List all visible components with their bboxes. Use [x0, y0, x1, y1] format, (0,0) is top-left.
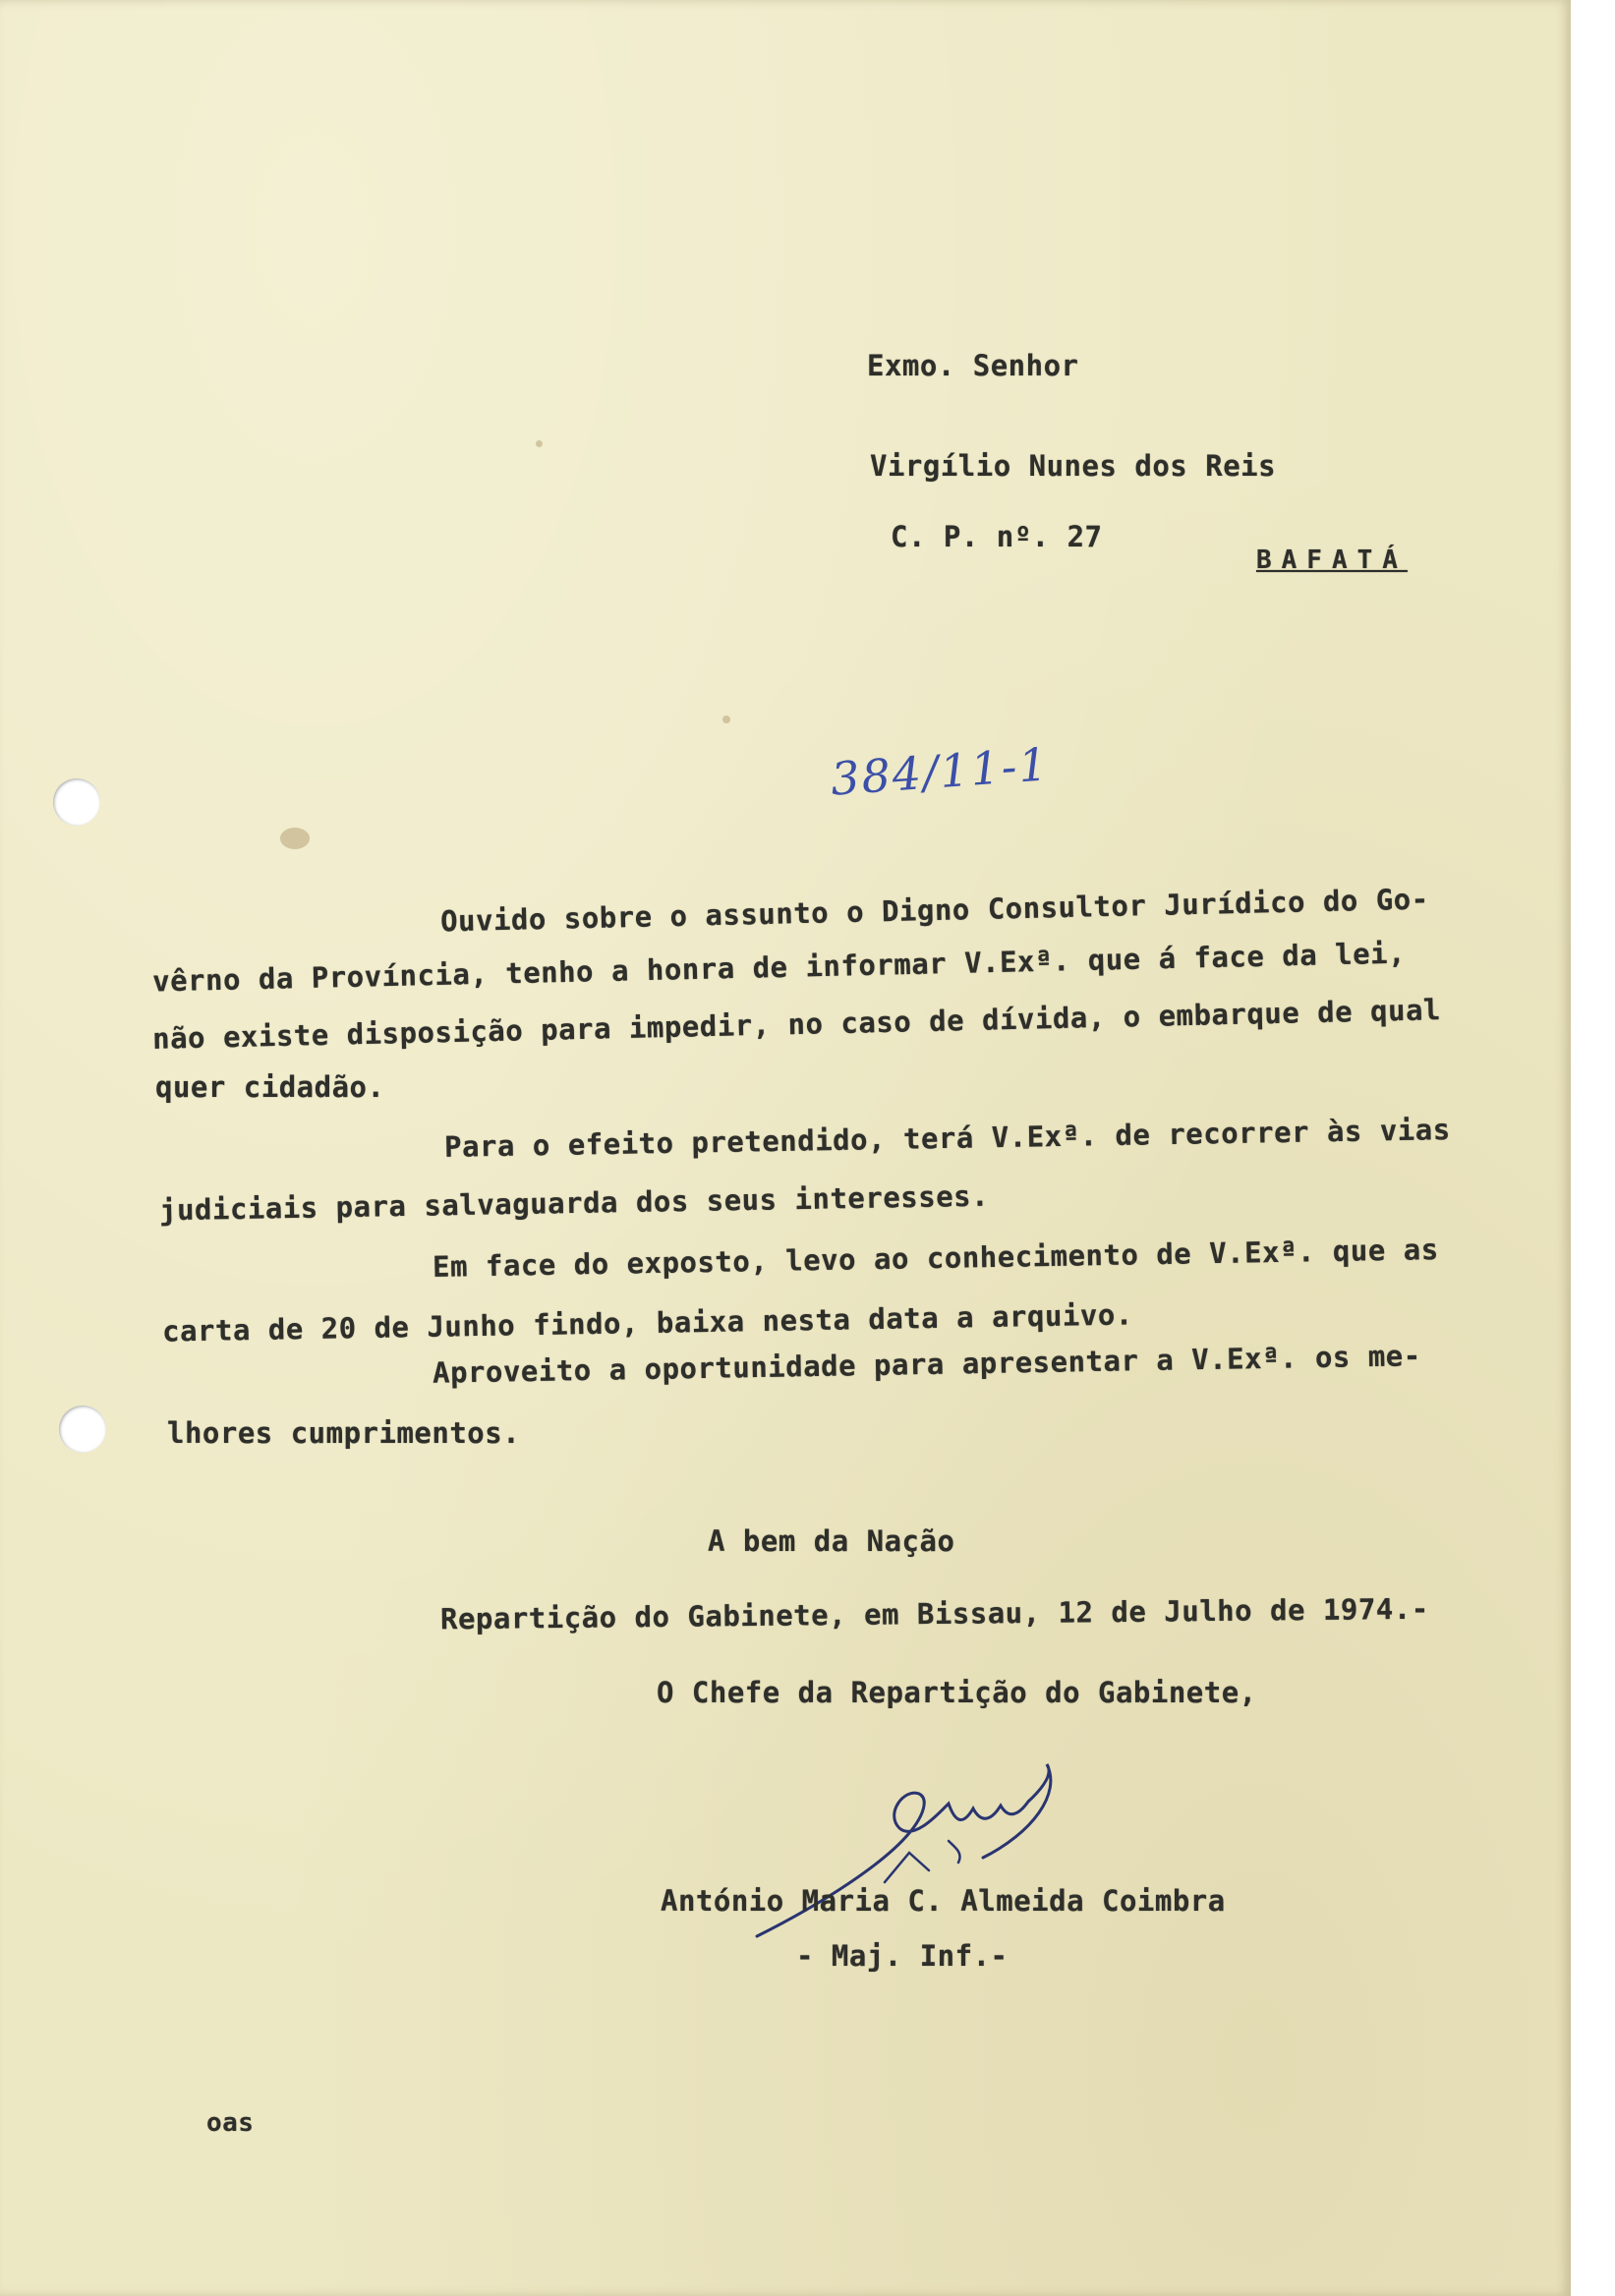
- signatory-title: O Chefe da Repartição do Gabinete,: [657, 1676, 1257, 1709]
- recipient-city: BAFATÁ: [1256, 545, 1408, 575]
- body-line: Aproveito a oportunidade para apresentar a V.Exª. os me-: [432, 1339, 1421, 1390]
- handwritten-signature: [737, 1754, 1111, 1951]
- body-line: Em face do exposto, levo ao conhecimento de V.Exª. que as: [432, 1233, 1439, 1284]
- signatory-name: António Maria C. Almeida Coimbra: [661, 1884, 1226, 1918]
- postal-box: C. P. nº. 27: [891, 520, 1103, 553]
- body-line: carta de 20 de Junho findo, baixa nesta data a arquivo.: [161, 1297, 1134, 1349]
- punch-hole-top: [53, 778, 100, 826]
- place-and-date: Repartição do Gabinete, em Bissau, 12 de Julho de 1974.-: [439, 1591, 1429, 1636]
- body-line: vêrno da Província, tenho a honra de informar V.Exª. que á face da lei,: [151, 936, 1407, 999]
- body-line: quer cidadão.: [155, 1070, 385, 1104]
- body-line: lhores cumprimentos.: [167, 1416, 521, 1450]
- handwritten-reference-number: 384/11-1: [829, 737, 1052, 806]
- paper-stain: [722, 716, 730, 723]
- paper-stain: [536, 440, 543, 447]
- signatory-rank: - Maj. Inf.-: [796, 1939, 1009, 1973]
- recipient-name: Virgílio Nunes dos Reis: [870, 449, 1277, 483]
- body-line: judiciais para salvaguarda dos seus interesses.: [158, 1178, 990, 1228]
- salutation: Exmo. Senhor: [867, 349, 1079, 382]
- typist-initials: oas: [206, 2108, 255, 2138]
- punch-hole-bottom: [59, 1406, 106, 1453]
- closing-motto: A bem da Nação: [708, 1524, 955, 1558]
- body-line: não existe disposição para impedir, no caso de dívida, o embarque de qual: [151, 993, 1442, 1056]
- paper-stain: [280, 828, 310, 849]
- body-line: Ouvido sobre o assunto o Digno Consultor Jurídico do Go-: [439, 882, 1429, 939]
- body-line: Para o efeito pretendido, terá V.Exª. de recorrer às vias: [443, 1113, 1451, 1164]
